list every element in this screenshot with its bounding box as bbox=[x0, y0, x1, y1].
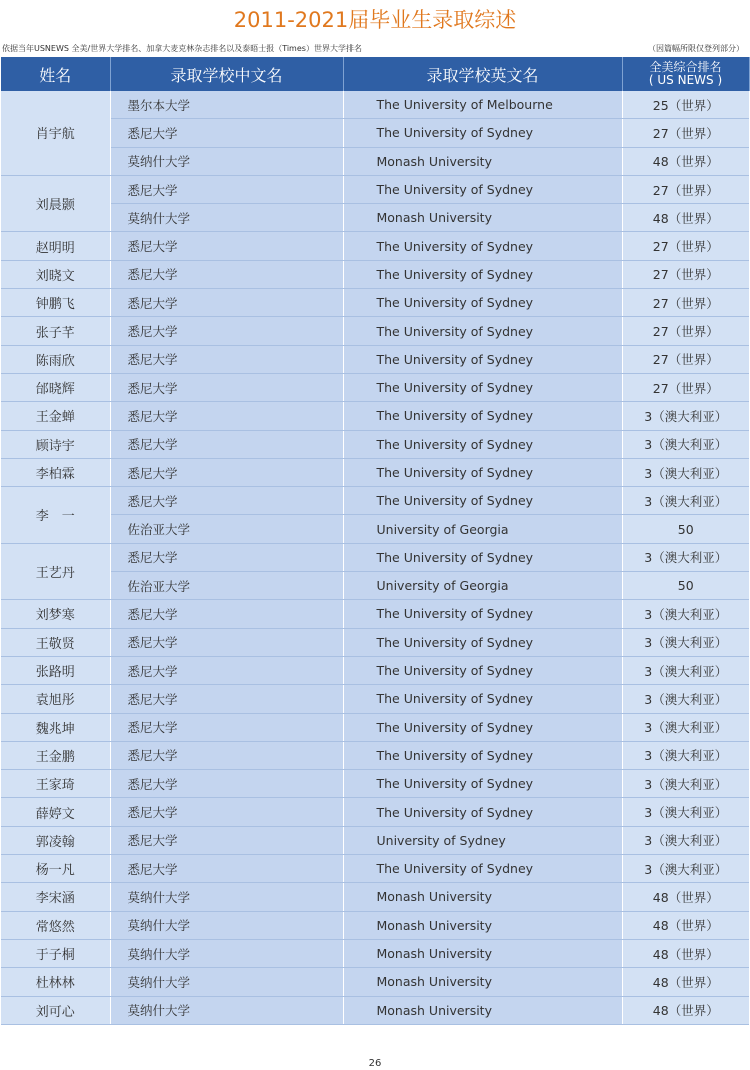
school-name-en: The University of Sydney bbox=[343, 713, 622, 741]
student-name: 袁旭彤 bbox=[1, 685, 110, 713]
student-name: 王家琦 bbox=[1, 770, 110, 798]
school-name-en: The University of Sydney bbox=[343, 741, 622, 769]
student-name: 赵明明 bbox=[1, 232, 110, 260]
school-rank: 48（世界） bbox=[622, 147, 749, 175]
school-name-en: The University of Sydney bbox=[343, 770, 622, 798]
student-name: 王金鹏 bbox=[1, 741, 110, 769]
table-row bbox=[1, 260, 749, 288]
school-rank: 27（世界） bbox=[622, 260, 749, 288]
school-name-en: Monash University bbox=[343, 204, 622, 232]
student-name: 李宋涵 bbox=[1, 883, 110, 911]
school-rank: 27（世界） bbox=[622, 345, 749, 373]
table-row bbox=[1, 628, 749, 656]
school-name-cn: 悉尼大学 bbox=[110, 770, 343, 798]
table-row bbox=[1, 770, 749, 798]
table-row bbox=[1, 798, 749, 826]
table-row bbox=[1, 373, 749, 401]
school-rank: 3（澳大利亚） bbox=[622, 543, 749, 571]
school-name-en: University of Sydney bbox=[343, 826, 622, 854]
school-name-cn: 莫纳什大学 bbox=[110, 147, 343, 175]
student-name: 刘可心 bbox=[1, 996, 110, 1024]
table-row bbox=[1, 487, 749, 515]
student-name: 杨一凡 bbox=[1, 855, 110, 883]
school-rank: 48（世界） bbox=[622, 968, 749, 996]
school-name-cn: 悉尼大学 bbox=[110, 628, 343, 656]
school-name-en: Monash University bbox=[343, 911, 622, 939]
school-name-en: The University of Sydney bbox=[343, 402, 622, 430]
school-name-en: The University of Sydney bbox=[343, 855, 622, 883]
school-rank: 27（世界） bbox=[622, 232, 749, 260]
school-rank: 50 bbox=[622, 515, 749, 543]
school-rank: 3（澳大利亚） bbox=[622, 430, 749, 458]
school-name-en: The University of Sydney bbox=[343, 175, 622, 203]
table-row bbox=[1, 713, 749, 741]
table-row bbox=[1, 996, 749, 1024]
school-name-cn: 悉尼大学 bbox=[110, 543, 343, 571]
table-row bbox=[1, 939, 749, 967]
school-name-en: The University of Sydney bbox=[343, 260, 622, 288]
school-name-en: The University of Sydney bbox=[343, 685, 622, 713]
school-name-cn: 悉尼大学 bbox=[110, 826, 343, 854]
student-name: 肖宇航 bbox=[1, 91, 110, 175]
school-name-cn: 悉尼大学 bbox=[110, 656, 343, 684]
school-name-cn: 佐治亚大学 bbox=[110, 572, 343, 600]
school-name-cn: 悉尼大学 bbox=[110, 600, 343, 628]
school-rank: 27（世界） bbox=[622, 373, 749, 401]
school-rank: 3（澳大利亚） bbox=[622, 685, 749, 713]
school-name-en: The University of Sydney bbox=[343, 289, 622, 317]
student-name: 王金蝉 bbox=[1, 402, 110, 430]
table-row bbox=[1, 175, 749, 203]
school-name-cn: 悉尼大学 bbox=[110, 855, 343, 883]
school-name-cn: 莫纳什大学 bbox=[110, 996, 343, 1024]
school-name-en: The University of Sydney bbox=[343, 232, 622, 260]
student-name: 王敬贤 bbox=[1, 628, 110, 656]
school-name-en: Monash University bbox=[343, 939, 622, 967]
school-name-cn: 悉尼大学 bbox=[110, 119, 343, 147]
school-name-en: Monash University bbox=[343, 883, 622, 911]
school-name-cn: 莫纳什大学 bbox=[110, 911, 343, 939]
school-name-cn: 悉尼大学 bbox=[110, 289, 343, 317]
school-name-cn: 莫纳什大学 bbox=[110, 939, 343, 967]
student-name: 李柏霖 bbox=[1, 458, 110, 486]
school-name-en: The University of Sydney bbox=[343, 119, 622, 147]
header-rank-line2: ( US NEWS ) bbox=[648, 73, 723, 87]
table-row bbox=[1, 741, 749, 769]
school-rank: 3（澳大利亚） bbox=[622, 487, 749, 515]
table-row bbox=[1, 968, 749, 996]
school-name-cn: 悉尼大学 bbox=[110, 317, 343, 345]
school-rank: 3（澳大利亚） bbox=[622, 656, 749, 684]
school-name-cn: 悉尼大学 bbox=[110, 232, 343, 260]
table-row bbox=[1, 600, 749, 628]
admission-table bbox=[1, 57, 750, 1025]
school-name-en: The University of Sydney bbox=[343, 628, 622, 656]
school-rank: 48（世界） bbox=[622, 883, 749, 911]
school-name-en: Monash University bbox=[343, 996, 622, 1024]
school-name-cn: 悉尼大学 bbox=[110, 798, 343, 826]
header-school-en: 录取学校英文名 bbox=[343, 57, 622, 91]
school-name-en: Monash University bbox=[343, 968, 622, 996]
school-name-en: Monash University bbox=[343, 147, 622, 175]
table-row bbox=[1, 289, 749, 317]
header-rank bbox=[622, 57, 749, 91]
table-row bbox=[1, 345, 749, 373]
school-name-en: The University of Sydney bbox=[343, 600, 622, 628]
ranking-source-note: 依据当年USNEWS 全美/世界大学排名、加拿大麦克林杂志排名以及泰晤士报（Times）世界大学排名 bbox=[2, 44, 362, 53]
student-name: 刘晨颢 bbox=[1, 175, 110, 232]
page-title: 2011-2021届毕业生录取综述 bbox=[233, 8, 517, 32]
school-rank: 3（澳大利亚） bbox=[622, 855, 749, 883]
header-rank-line1: 全美综合排名 bbox=[649, 60, 722, 74]
school-rank: 25（世界） bbox=[622, 91, 749, 119]
table-row bbox=[1, 855, 749, 883]
header-school-cn: 录取学校中文名 bbox=[110, 57, 343, 91]
table-row bbox=[1, 402, 749, 430]
table-row bbox=[1, 317, 749, 345]
school-name-cn: 悉尼大学 bbox=[110, 430, 343, 458]
school-rank: 48（世界） bbox=[622, 911, 749, 939]
school-name-cn: 悉尼大学 bbox=[110, 373, 343, 401]
student-name: 王艺丹 bbox=[1, 543, 110, 600]
table-row bbox=[1, 91, 749, 119]
school-name-en: The University of Sydney bbox=[343, 798, 622, 826]
table-row bbox=[1, 458, 749, 486]
table-row bbox=[1, 911, 749, 939]
school-rank: 3（澳大利亚） bbox=[622, 713, 749, 741]
school-name-cn: 莫纳什大学 bbox=[110, 968, 343, 996]
student-name: 于子桐 bbox=[1, 939, 110, 967]
school-name-cn: 悉尼大学 bbox=[110, 685, 343, 713]
table-row bbox=[1, 826, 749, 854]
school-rank: 48（世界） bbox=[622, 939, 749, 967]
table-row bbox=[1, 656, 749, 684]
school-name-en: The University of Sydney bbox=[343, 430, 622, 458]
school-name-cn: 悉尼大学 bbox=[110, 487, 343, 515]
page-number: 26 bbox=[368, 1058, 382, 1069]
school-name-en: The University of Sydney bbox=[343, 656, 622, 684]
school-name-en: The University of Sydney bbox=[343, 317, 622, 345]
school-rank: 27（世界） bbox=[622, 317, 749, 345]
student-name: 顾诗宇 bbox=[1, 430, 110, 458]
school-rank: 3（澳大利亚） bbox=[622, 770, 749, 798]
header-name: 姓名 bbox=[1, 57, 110, 91]
partial-list-note: （因篇幅所限仅登列部分） bbox=[648, 44, 744, 53]
student-name: 刘梦寒 bbox=[1, 600, 110, 628]
student-name: 李 一 bbox=[1, 487, 110, 544]
school-name-en: The University of Melbourne bbox=[343, 91, 622, 119]
school-name-en: The University of Sydney bbox=[343, 487, 622, 515]
school-name-cn: 佐治亚大学 bbox=[110, 515, 343, 543]
school-rank: 27（世界） bbox=[622, 175, 749, 203]
school-name-cn: 悉尼大学 bbox=[110, 345, 343, 373]
table-row bbox=[1, 232, 749, 260]
school-rank: 3（澳大利亚） bbox=[622, 741, 749, 769]
school-name-cn: 悉尼大学 bbox=[110, 741, 343, 769]
student-name: 刘晓文 bbox=[1, 260, 110, 288]
table-row bbox=[1, 204, 749, 232]
school-rank: 3（澳大利亚） bbox=[622, 600, 749, 628]
school-rank: 48（世界） bbox=[622, 996, 749, 1024]
table-row bbox=[1, 147, 749, 175]
school-rank: 27（世界） bbox=[622, 119, 749, 147]
school-name-en: University of Georgia bbox=[343, 515, 622, 543]
school-rank: 48（世界） bbox=[622, 204, 749, 232]
school-name-en: The University of Sydney bbox=[343, 373, 622, 401]
school-rank: 3（澳大利亚） bbox=[622, 458, 749, 486]
school-name-en: University of Georgia bbox=[343, 572, 622, 600]
school-rank: 50 bbox=[622, 572, 749, 600]
school-rank: 27（世界） bbox=[622, 289, 749, 317]
school-rank: 3（澳大利亚） bbox=[622, 826, 749, 854]
student-name: 张子芊 bbox=[1, 317, 110, 345]
student-name: 常悠然 bbox=[1, 911, 110, 939]
table-body bbox=[1, 91, 749, 1024]
table-row bbox=[1, 430, 749, 458]
school-rank: 3（澳大利亚） bbox=[622, 402, 749, 430]
student-name: 邰晓辉 bbox=[1, 373, 110, 401]
student-name: 陈雨欣 bbox=[1, 345, 110, 373]
school-name-en: The University of Sydney bbox=[343, 543, 622, 571]
school-name-en: The University of Sydney bbox=[343, 345, 622, 373]
table-row bbox=[1, 543, 749, 571]
student-name: 钟鹏飞 bbox=[1, 289, 110, 317]
school-name-cn: 悉尼大学 bbox=[110, 402, 343, 430]
table-row bbox=[1, 685, 749, 713]
school-name-cn: 悉尼大学 bbox=[110, 713, 343, 741]
school-name-cn: 莫纳什大学 bbox=[110, 883, 343, 911]
school-rank: 3（澳大利亚） bbox=[622, 798, 749, 826]
table-row bbox=[1, 883, 749, 911]
school-name-cn: 悉尼大学 bbox=[110, 260, 343, 288]
school-rank: 3（澳大利亚） bbox=[622, 628, 749, 656]
table-row bbox=[1, 515, 749, 543]
school-name-cn: 墨尔本大学 bbox=[110, 91, 343, 119]
school-name-cn: 悉尼大学 bbox=[110, 458, 343, 486]
student-name: 杜林林 bbox=[1, 968, 110, 996]
table-row bbox=[1, 119, 749, 147]
student-name: 郭凌翰 bbox=[1, 826, 110, 854]
student-name: 薛婷文 bbox=[1, 798, 110, 826]
table-header-row bbox=[1, 57, 749, 91]
school-name-cn: 莫纳什大学 bbox=[110, 204, 343, 232]
student-name: 张路明 bbox=[1, 656, 110, 684]
school-name-cn: 悉尼大学 bbox=[110, 175, 343, 203]
student-name: 魏兆坤 bbox=[1, 713, 110, 741]
school-name-en: The University of Sydney bbox=[343, 458, 622, 486]
table-row bbox=[1, 572, 749, 600]
